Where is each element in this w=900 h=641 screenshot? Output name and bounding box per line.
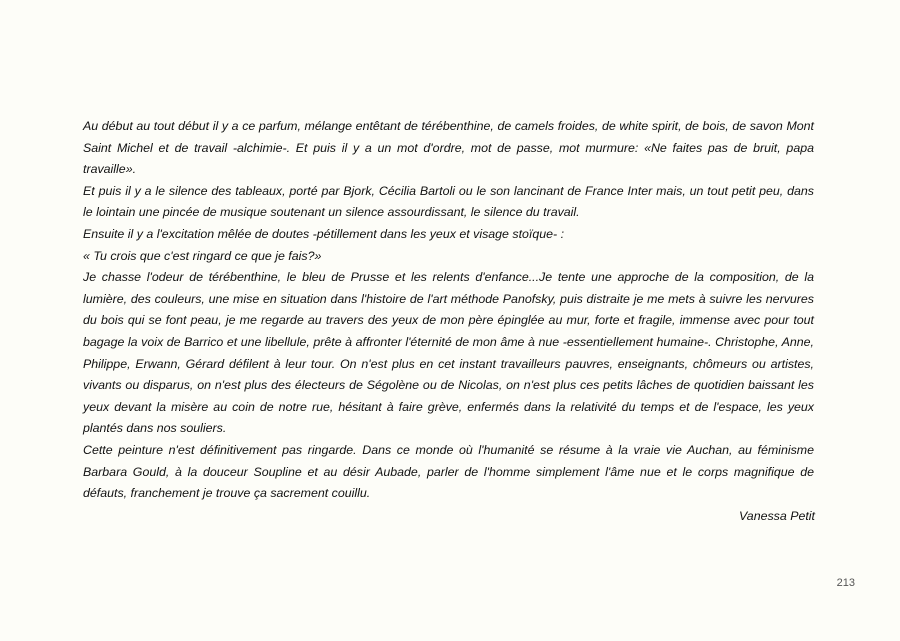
body-text: [83, 116, 814, 505]
author-signature: Vanessa Petit: [739, 509, 815, 523]
paragraph-6: Cette peinture n'est définitivement pas ringarde. Dans ce monde où l'humanité se résume à la vraie vie Auchan, au féminisme Barbara Gould, à la douceur Soupline et au désir Aubade, parler de l'homme simplement l'âme nue et le corps magnifique de défauts, franchement je trouve ça sacrement couillu.: [83, 442, 814, 501]
page-number: 213: [836, 577, 855, 589]
paragraph-2: Et puis il y a le silence des tableaux, porté par Bjork, Cécilia Bartoli ou le son lancinant de France Inter mais, un tout petit peu, dans le lointain une pincée de musique soutenant un silence assourdissant, le silence du travail.: [83, 183, 814, 220]
paragraph-5: Je chasse l'odeur de térébenthine, le bleu de Prusse et les relents d'enfance...Je tente une approche de la composition, de la lumière, des couleurs, une mise en situation dans l'histoire de l'art méthode Panofsky, puis distraite je me mets à suivre les nervures du bois qui se font peau, je me regarde au travers des yeux de mon père épinglée au mur, forte et fragile, immense avec pour tout bagage la voix de Barrico et une libellule, prête à affronter l'éternité de mon âme à nue -essentiellement humaine-. Christophe, Anne, Philippe, Erwann, Gérard défilent à leur tour. On n'est plus en cet instant travailleurs pauvres, enseignants, chômeurs ou artistes, vivants ou disparus, on n'est plus des électeurs de Ségolène ou de Nicolas, on n'est plus ces petits lâches de quotidien baissant les yeux devant la misère au coin de notre rue, hésitant à faire grève, enfermés dans la relativité du temps et de l'espace, les yeux plantés dans nos souliers.: [83, 270, 814, 436]
paragraph-4: « Tu crois que c'est ringard ce que je fais?»: [83, 248, 322, 263]
paragraph-3: Ensuite il y a l'excitation mêlée de doutes -pétillement dans les yeux et visage stoïque- :: [83, 226, 565, 241]
paragraph-1: Au début au tout début il y a ce parfum, mélange entêtant de térébenthine, de camels froides, de white spirit, de bois, de savon Mont Saint Michel et de travail -alchimie-. Et puis il y a un mot d'ordre, mot de passe, mot murmure: «Ne faites pas de bruit, papa travaille».: [83, 119, 814, 177]
